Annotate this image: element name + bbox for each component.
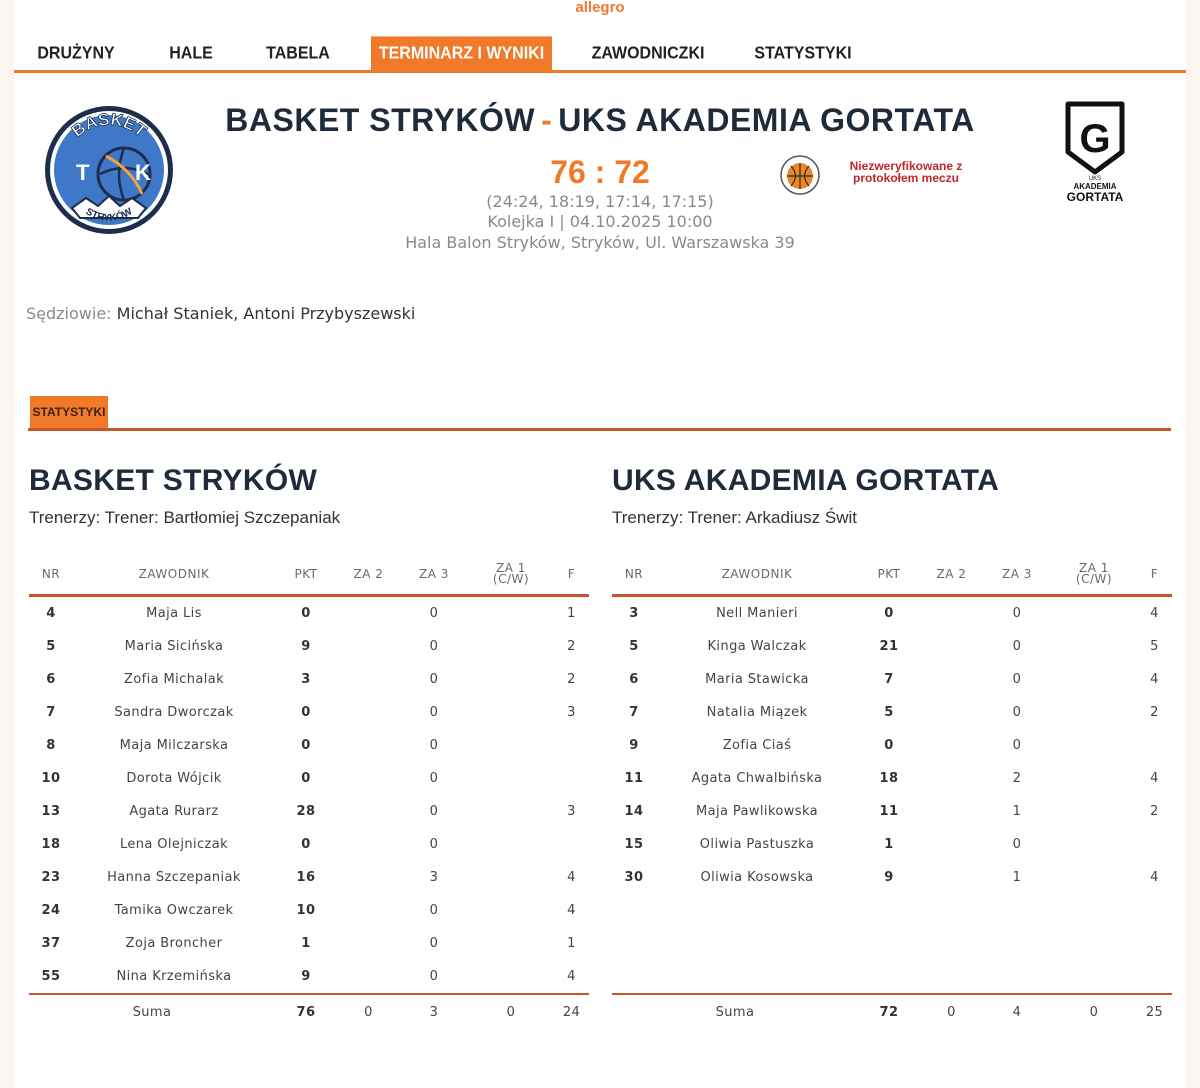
player-name[interactable]: Tamika Owczarek — [114, 903, 234, 918]
player-za3: 0 — [1012, 639, 1022, 654]
player-pkt: 21 — [879, 639, 899, 654]
away-team-block — [612, 456, 1172, 528]
player-nr: 4 — [46, 606, 56, 621]
player-pkt: 3 — [301, 672, 311, 687]
empty-cell — [656, 960, 858, 994]
away-logo-line-1: AKADEMIA — [1073, 182, 1117, 191]
player-za1 — [1051, 729, 1137, 762]
player-row[interactable] — [29, 795, 589, 828]
player-nr: 10 — [41, 771, 61, 786]
verification-line-1: Niezweryfikowane z — [849, 159, 963, 173]
player-za3: 0 — [429, 903, 439, 918]
player-fouls: 4 — [1150, 771, 1159, 786]
player-nr: 23 — [41, 870, 61, 885]
player-fouls: 4 — [1150, 672, 1159, 687]
player-nr: 5 — [629, 639, 639, 654]
player-row[interactable] — [29, 663, 589, 696]
player-za1 — [468, 729, 554, 762]
match-title — [214, 98, 986, 142]
player-pkt: 0 — [884, 606, 894, 621]
player-za1 — [1051, 596, 1137, 631]
col-za2: ZA 2 — [337, 554, 400, 596]
table-header-row — [29, 554, 589, 596]
player-name[interactable]: Hanna Szczepaniak — [107, 870, 241, 885]
player-za3: 0 — [429, 639, 439, 654]
player-za2 — [337, 894, 400, 927]
empty-cell — [656, 894, 858, 927]
player-name[interactable]: Maja Lis — [146, 606, 202, 621]
player-za2 — [920, 696, 983, 729]
referees-names: Michał Staniek, Antoni Przybyszewski — [116, 304, 416, 323]
player-za1 — [468, 762, 554, 795]
away-stats-table — [612, 554, 1172, 1029]
player-nr: 15 — [624, 837, 644, 852]
player-row[interactable] — [29, 960, 589, 994]
player-za2 — [920, 663, 983, 696]
player-za3: 0 — [1012, 606, 1022, 621]
player-name[interactable]: Nina Krzemińska — [116, 969, 232, 984]
player-fouls — [554, 828, 589, 861]
home-logo-bottom-text: STRYKÓW — [83, 206, 135, 224]
away-team-logo[interactable] — [1050, 100, 1140, 210]
player-za2 — [337, 696, 400, 729]
player-za3: 0 — [1012, 738, 1022, 753]
sum-za1: 0 — [1051, 994, 1137, 1029]
player-fouls: 1 — [567, 606, 576, 621]
player-row[interactable] — [612, 630, 1172, 663]
empty-cell — [983, 894, 1051, 927]
player-pkt: 0 — [884, 738, 894, 753]
col-za3: ZA 3 — [983, 554, 1051, 596]
player-nr: 13 — [41, 804, 61, 819]
sum-za3: 3 — [400, 994, 468, 1029]
player-fouls: 4 — [1150, 606, 1159, 621]
player-za3: 0 — [429, 936, 439, 951]
player-za3: 2 — [1012, 771, 1022, 786]
player-name[interactable]: Dorota Wójcik — [126, 771, 222, 786]
sum-row — [29, 994, 589, 1029]
player-name[interactable]: Agata Rurarz — [129, 804, 219, 819]
player-fouls: 5 — [1150, 639, 1159, 654]
player-za3: 0 — [1012, 837, 1022, 852]
player-nr: 30 — [624, 870, 644, 885]
empty-cell — [1137, 960, 1172, 994]
player-pkt: 0 — [301, 738, 311, 753]
player-za1 — [1051, 795, 1137, 828]
player-fouls: 4 — [1150, 870, 1159, 885]
player-pkt: 10 — [296, 903, 316, 918]
sum-fouls: 24 — [554, 994, 589, 1029]
empty-cell — [1137, 927, 1172, 960]
player-name[interactable]: Maja Pawlikowska — [695, 804, 819, 819]
sum-label: Suma — [612, 994, 858, 1029]
empty-row — [612, 894, 1172, 927]
player-za3: 0 — [429, 804, 439, 819]
player-za2 — [337, 828, 400, 861]
player-fouls — [554, 729, 589, 762]
sum-fouls: 25 — [1137, 994, 1172, 1029]
sum-za2: 0 — [337, 994, 400, 1029]
table-header-row — [612, 554, 1172, 596]
sum-za3: 4 — [983, 994, 1051, 1029]
player-fouls: 4 — [567, 969, 576, 984]
player-name[interactable]: Nell Manieri — [716, 606, 798, 621]
empty-cell — [983, 927, 1051, 960]
empty-cell — [656, 927, 858, 960]
referees — [26, 304, 415, 323]
home-rows — [29, 596, 589, 1030]
empty-cell — [612, 894, 656, 927]
page — [14, 0, 1186, 1088]
col-zawodnik: ZAWODNIK — [656, 554, 858, 596]
player-nr: 24 — [41, 903, 61, 918]
player-name[interactable]: Lena Olejniczak — [119, 837, 229, 852]
player-za1 — [468, 861, 554, 894]
player-za1 — [468, 663, 554, 696]
player-fouls: 1 — [567, 936, 576, 951]
quarter-scores: (24:24, 18:19, 17:14, 17:15) — [486, 192, 714, 211]
player-fouls: 2 — [567, 639, 576, 654]
player-pkt: 9 — [884, 870, 894, 885]
player-name[interactable]: Zofia Michalak — [123, 672, 225, 687]
player-za1 — [1051, 762, 1137, 795]
home-coaches: Trenerzy: Trener: Bartłomiej Szczepaniak — [29, 508, 341, 527]
player-row[interactable] — [29, 696, 589, 729]
player-za3: 1 — [1012, 870, 1022, 885]
col-f: F — [1137, 554, 1172, 596]
player-za1 — [468, 894, 554, 927]
player-name[interactable]: Maria Stawicka — [705, 672, 809, 687]
verification-line-2: protokołem meczu — [852, 171, 960, 185]
player-za2 — [337, 960, 400, 994]
player-za3: 0 — [429, 606, 439, 621]
empty-cell — [1051, 927, 1137, 960]
nav-druzyny[interactable]: DRUŻYNY — [37, 44, 115, 63]
col-za3: ZA 3 — [400, 554, 468, 596]
player-za2 — [920, 762, 983, 795]
player-nr: 8 — [46, 738, 56, 753]
player-pkt: 1 — [884, 837, 894, 852]
player-nr: 9 — [629, 738, 639, 753]
player-nr: 11 — [624, 771, 644, 786]
player-za2 — [337, 861, 400, 894]
player-name[interactable]: Maja Milczarska — [119, 738, 229, 753]
title-separator: - — [541, 102, 553, 138]
home-team-logo[interactable] — [42, 100, 176, 240]
player-name[interactable]: Oliwia Kosowska — [700, 870, 814, 885]
player-za2 — [920, 596, 983, 631]
venue: Hala Balon Stryków, Stryków, Ul. Warszawska 39 — [405, 233, 795, 252]
nav-terminarz-i-wyniki[interactable]: TERMINARZ I WYNIKI — [371, 36, 552, 71]
player-pkt: 5 — [884, 705, 894, 720]
player-za1 — [1051, 828, 1137, 861]
player-za3: 0 — [429, 969, 439, 984]
sum-za2: 0 — [920, 994, 983, 1029]
empty-cell — [858, 960, 920, 994]
player-row[interactable] — [612, 828, 1172, 861]
player-za3: 0 — [1012, 705, 1022, 720]
player-row[interactable] — [612, 762, 1172, 795]
player-nr: 14 — [624, 804, 644, 819]
player-fouls: 3 — [567, 804, 576, 819]
player-nr: 7 — [46, 705, 56, 720]
player-pkt: 9 — [301, 969, 311, 984]
player-name[interactable]: Oliwia Pastuszka — [699, 837, 815, 852]
stats-tab-bar — [28, 396, 1171, 431]
player-row[interactable] — [29, 762, 589, 795]
player-row[interactable] — [29, 927, 589, 960]
player-pkt: 9 — [301, 639, 311, 654]
col-za1 — [468, 554, 554, 596]
empty-row — [612, 960, 1172, 994]
player-name[interactable]: Natalia Miązek — [706, 705, 808, 720]
player-za1 — [468, 596, 554, 631]
tab-statystyki[interactable]: STATYSTYKI — [30, 396, 108, 428]
col-za2: ZA 2 — [920, 554, 983, 596]
empty-cell — [983, 960, 1051, 994]
player-name[interactable]: Sandra Dworczak — [114, 705, 234, 720]
player-nr: 37 — [41, 936, 61, 951]
player-row[interactable] — [29, 828, 589, 861]
away-logo-line-2: GORTATA — [1066, 190, 1124, 204]
player-fouls: 2 — [567, 672, 576, 687]
away-coaches: Trenerzy: Trener: Arkadiusz Świt — [612, 508, 858, 527]
nav-statystyki[interactable]: STATYSTYKI — [754, 44, 852, 63]
player-za2 — [337, 630, 400, 663]
player-row[interactable] — [29, 596, 589, 631]
match-score: 76 : 72 — [550, 154, 650, 190]
home-stats-table — [29, 554, 589, 1029]
player-fouls — [1137, 828, 1172, 861]
player-fouls: 2 — [1150, 804, 1159, 819]
player-za1 — [1051, 861, 1137, 894]
player-nr: 6 — [629, 672, 639, 687]
player-pkt: 0 — [301, 606, 311, 621]
away-team-title[interactable]: UKS AKADEMIA GORTATA — [558, 102, 975, 138]
empty-cell — [920, 960, 983, 994]
player-pkt: 7 — [884, 672, 894, 687]
player-za1 — [468, 927, 554, 960]
empty-cell — [920, 927, 983, 960]
empty-cell — [612, 927, 656, 960]
player-za2 — [920, 729, 983, 762]
player-pkt: 1 — [301, 936, 311, 951]
sum-row — [612, 994, 1172, 1029]
player-row[interactable] — [612, 696, 1172, 729]
player-za2 — [920, 795, 983, 828]
col-za1-line1: ZA 1 — [1079, 561, 1109, 575]
player-za1 — [1051, 663, 1137, 696]
player-fouls — [554, 762, 589, 795]
col-zawodnik: ZAWODNIK — [73, 554, 275, 596]
referees-label: Sędziowie: — [26, 304, 112, 323]
player-za2 — [337, 663, 400, 696]
player-za2 — [920, 630, 983, 663]
player-row[interactable] — [612, 729, 1172, 762]
player-za2 — [337, 596, 400, 631]
player-pkt: 0 — [301, 771, 311, 786]
empty-cell — [1137, 894, 1172, 927]
col-pkt: PKT — [858, 554, 920, 596]
sum-pkt: 76 — [275, 994, 337, 1029]
sum-za1: 0 — [468, 994, 554, 1029]
empty-cell — [612, 960, 656, 994]
player-row[interactable] — [29, 861, 589, 894]
player-za3: 0 — [429, 705, 439, 720]
round-and-date: Kolejka I | 04.10.2025 10:00 — [487, 212, 713, 231]
empty-cell — [858, 894, 920, 927]
player-nr: 55 — [41, 969, 61, 984]
main-nav — [14, 38, 1186, 73]
player-fouls — [1137, 729, 1172, 762]
sum-pkt: 72 — [858, 994, 920, 1029]
col-za1-line2: (C/W) — [1075, 572, 1113, 586]
empty-cell — [1051, 960, 1137, 994]
col-pkt: PKT — [275, 554, 337, 596]
player-pkt: 0 — [301, 705, 311, 720]
player-row[interactable] — [612, 795, 1172, 828]
nav-tabela[interactable]: TABELA — [266, 44, 330, 63]
player-nr: 18 — [41, 837, 61, 852]
player-pkt: 16 — [296, 870, 316, 885]
player-za1 — [468, 828, 554, 861]
col-za1-line2: (C/W) — [492, 572, 530, 586]
player-row[interactable] — [612, 596, 1172, 631]
player-za1 — [468, 630, 554, 663]
player-fouls: 3 — [567, 705, 576, 720]
player-pkt: 28 — [296, 804, 316, 819]
player-za2 — [920, 861, 983, 894]
player-za1 — [1051, 696, 1137, 729]
home-logo-top-text: BASKET — [68, 109, 150, 141]
empty-row — [612, 927, 1172, 960]
player-za3: 0 — [429, 771, 439, 786]
player-za2 — [337, 762, 400, 795]
player-za2 — [337, 795, 400, 828]
home-logo-right-letter: K — [135, 160, 151, 185]
player-pkt: 0 — [301, 837, 311, 852]
player-row[interactable] — [612, 861, 1172, 894]
player-za3: 1 — [1012, 804, 1022, 819]
player-za3: 0 — [429, 837, 439, 852]
player-nr: 6 — [46, 672, 56, 687]
col-nr: NR — [612, 554, 656, 596]
player-pkt: 11 — [879, 804, 899, 819]
player-nr: 5 — [46, 639, 56, 654]
player-row[interactable] — [29, 894, 589, 927]
home-logo-left-letter: T — [76, 160, 90, 185]
empty-cell — [920, 894, 983, 927]
player-za3: 0 — [429, 672, 439, 687]
away-logo-small-text: UKS — [1088, 176, 1102, 182]
home-team-title[interactable]: BASKET STRYKÓW — [225, 102, 536, 138]
col-za1-line1: ZA 1 — [496, 561, 526, 575]
player-za2 — [920, 828, 983, 861]
player-za3: 3 — [429, 870, 439, 885]
league-logo — [780, 155, 820, 195]
player-row[interactable] — [29, 630, 589, 663]
player-za1 — [1051, 630, 1137, 663]
player-za1 — [468, 960, 554, 994]
nav-hale[interactable]: HALE — [169, 44, 213, 63]
home-team-block — [29, 456, 589, 528]
sum-label: Suma — [29, 994, 275, 1029]
col-nr: NR — [29, 554, 73, 596]
nav-zawodniczki[interactable]: ZAWODNICZKI — [591, 44, 705, 63]
col-f: F — [554, 554, 589, 596]
home-team-name: BASKET STRYKÓW — [29, 464, 318, 497]
brand-logo[interactable]: allegro — [575, 0, 625, 16]
away-rows — [612, 596, 1172, 1030]
player-za2 — [337, 729, 400, 762]
player-row[interactable] — [612, 663, 1172, 696]
player-nr: 7 — [629, 705, 639, 720]
player-name[interactable]: Agata Chwalbińska — [691, 771, 823, 786]
col-za1 — [1051, 554, 1137, 596]
away-team-name: UKS AKADEMIA GORTATA — [612, 464, 1000, 497]
player-za1 — [468, 795, 554, 828]
player-za1 — [468, 696, 554, 729]
player-pkt: 18 — [879, 771, 899, 786]
away-logo-letter: G — [1079, 117, 1111, 161]
verification-status — [836, 160, 976, 184]
player-za3: 0 — [1012, 672, 1022, 687]
player-row[interactable] — [29, 729, 589, 762]
player-name[interactable]: Zoja Broncher — [125, 936, 223, 951]
player-name[interactable]: Kinga Walczak — [707, 639, 807, 654]
empty-cell — [1051, 894, 1137, 927]
player-fouls: 4 — [567, 903, 576, 918]
player-za3: 0 — [429, 738, 439, 753]
player-fouls: 4 — [567, 870, 576, 885]
player-name[interactable]: Zofia Ciaś — [722, 738, 792, 753]
player-fouls: 2 — [1150, 705, 1159, 720]
player-nr: 3 — [629, 606, 639, 621]
empty-cell — [858, 927, 920, 960]
player-name[interactable]: Maria Sicińska — [124, 639, 224, 654]
player-za2 — [337, 927, 400, 960]
